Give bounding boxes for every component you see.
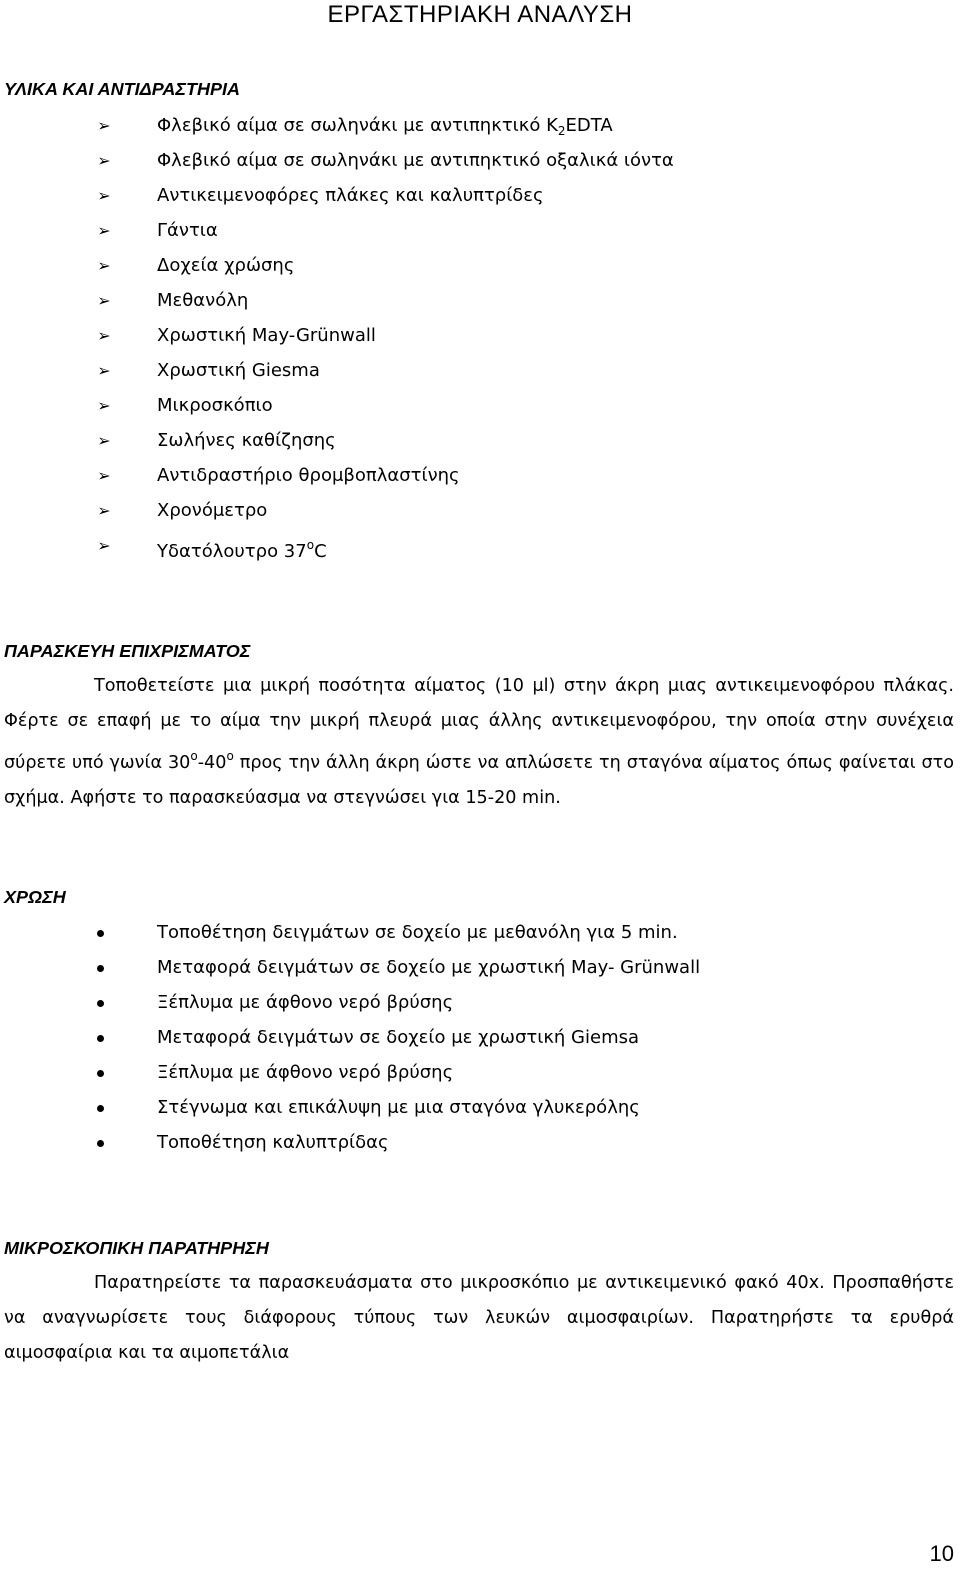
list-item: ➢ Χρωστική May-Grünwall	[0, 318, 960, 353]
arrowhead-bullet-icon: ➢	[97, 256, 111, 275]
bullet-dot-icon	[97, 1105, 104, 1112]
smear-heading: ΠΑΡΑΣΚΕΥΗ ΕΠΙΧΡΙΣΜΑΤΟΣ	[4, 641, 251, 661]
list-item: ➢ Μικροσκόπιο	[0, 388, 960, 423]
list-item: Τοποθέτηση καλυπτρίδας	[0, 1125, 960, 1160]
list-item: ➢ Φλεβικό αίμα σε σωληνάκι με αντιπηκτικό $K_2EDTA$	[0, 108, 960, 143]
arrowhead-bullet-icon: ➢	[97, 396, 111, 415]
list-item: ➢ Χρωστική Giesma	[0, 353, 960, 388]
bullet-dot-icon	[97, 965, 104, 972]
list-item: Μεταφορά δειγμάτων σε δοχείο με χρωστική Giemsa	[0, 1020, 960, 1055]
list-item: ➢ Αντικειμενοφόρες πλάκες και καλυπτρίδες	[0, 178, 960, 213]
arrowhead-bullet-icon: ➢	[97, 466, 111, 485]
arrowhead-bullet-icon: ➢	[97, 186, 111, 205]
list-item: Στέγνωμα και επικάλυψη με μια σταγόνα γλυκερόλης	[0, 1090, 960, 1125]
arrowhead-bullet-icon: ➢	[97, 501, 111, 520]
bullet-dot-icon	[97, 1035, 104, 1042]
arrowhead-bullet-icon: ➢	[97, 361, 111, 380]
list-item: ➢ Φλεβικό αίμα σε σωληνάκι με αντιπηκτικό οξαλικά ιόντα	[0, 143, 960, 178]
arrowhead-bullet-icon: ➢	[97, 151, 111, 170]
bullet-dot-icon	[97, 1070, 104, 1077]
list-item: ➢ Υδατόλουτρο 37$^o$C	[0, 528, 960, 563]
list-item: ➢ Μεθανόλη	[0, 283, 960, 318]
arrowhead-bullet-icon: ➢	[97, 221, 111, 240]
arrowhead-bullet-icon: ➢	[97, 431, 111, 450]
list-item: Ξέπλυμα με άφθονο νερό βρύσης	[0, 985, 960, 1020]
materials-list	[0, 108, 960, 563]
list-item: ➢ Σωλήνες καθίζησης	[0, 423, 960, 458]
list-item: Τοποθέτηση δειγμάτων σε δοχείο με μεθανόλη για 5 min.	[0, 915, 960, 950]
staining-list	[0, 915, 960, 1160]
list-item: ➢ Χρονόμετρο	[0, 493, 960, 528]
arrowhead-bullet-icon: ➢	[97, 536, 111, 555]
page-title: ΕΡΓΑΣΤΗΡΙΑΚΗ ΑΝΑΛΥΣΗ	[327, 1, 633, 28]
list-item: ➢ Δοχεία χρώσης	[0, 248, 960, 283]
arrowhead-bullet-icon: ➢	[97, 326, 111, 345]
list-item: Μεταφορά δειγμάτων σε δοχείο με χρωστική May- Grünwall	[0, 950, 960, 985]
staining-heading: ΧΡΩΣΗ	[4, 887, 66, 907]
bullet-dot-icon	[97, 1000, 104, 1007]
microscopy-paragraph: Παρατηρείστε τα παρασκευάσματα στο μικροσκόπιο με αντικειμενικό φακό 40x. Προσπαθήστε να αναγνωρίσετε τους διάφορους τύπους των λευκών αιμοσφαιρίων. Παρατηρήστε τα ερυθρά αιμοσφαίρια και τα αιμοπετάλια	[4, 1273, 954, 1363]
arrowhead-bullet-icon: ➢	[97, 291, 111, 310]
list-item: ➢ Γάντια	[0, 213, 960, 248]
page-number: 10	[929, 1541, 954, 1566]
list-item: ➢ Αντιδραστήριο θρομβοπλαστίνης	[0, 458, 960, 493]
list-item: Ξέπλυμα με άφθονο νερό βρύσης	[0, 1055, 960, 1090]
microscopy-heading: ΜΙΚΡΟΣΚΟΠΙΚΗ ΠΑΡΑΤΗΡΗΣΗ	[4, 1238, 269, 1258]
bullet-dot-icon	[97, 930, 104, 937]
bullet-dot-icon	[97, 1140, 104, 1147]
arrowhead-bullet-icon: ➢	[97, 116, 111, 135]
smear-paragraph: Τοποθετείστε μια μικρή ποσότητα αίματος (10 μl) στην άκρη μιας αντικειμενοφόρου πλάκας. Φέρτε σε επαφή με το αίμα την μικρή πλευρά μιας άλλης αντικειμενοφόρου, την οποία στην συνέχεια σύρετε υπό γωνία 30$^o$-40$^o$ προς την άλλη άκρη ώστε να απλώσετε τη σταγόνα αίματος όπως φαίνεται στο σχήμα. Αφήστε το παρασκεύασμα να στεγνώσει για 15-20 min.	[4, 676, 954, 808]
materials-heading: ΥΛΙΚΑ ΚΑΙ ΑΝΤΙΔΡΑΣΤΗΡΙΑ	[4, 79, 241, 99]
